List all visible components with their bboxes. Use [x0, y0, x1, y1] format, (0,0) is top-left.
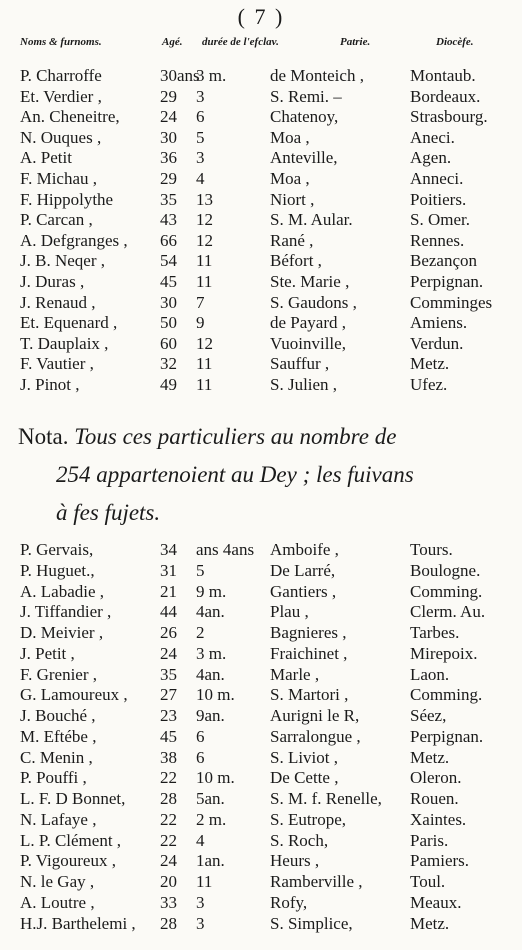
captive-patrie: Rofy, — [270, 892, 308, 912]
captive-patrie: Plau , — [270, 602, 309, 622]
captive-age: 43 — [160, 210, 177, 230]
table-row — [14, 210, 519, 231]
captive-patrie: S. Remi. – — [270, 86, 342, 106]
captive-name: P. Huguet., — [20, 560, 95, 580]
captive-diocese: Metz. — [410, 913, 450, 933]
captivity-duration: 9an. — [196, 706, 225, 725]
captive-diocese: Laon. — [410, 664, 450, 684]
captive-patrie: Rané , — [270, 230, 314, 250]
captivity-duration: 3 — [196, 86, 205, 106]
captive-name: F. Hippolythe — [20, 189, 114, 209]
captive-name: J. Tiffandier , — [20, 602, 112, 622]
captive-age: 30 — [160, 292, 177, 312]
captivity-duration: 3 — [196, 892, 205, 912]
captive-diocese: Agen. — [410, 148, 452, 168]
table-row — [14, 727, 519, 748]
captive-patrie: Aurigni le R, — [270, 706, 360, 725]
captivity-duration: 6 — [196, 747, 205, 767]
captive-age: 24 — [160, 107, 177, 127]
captive-patrie: Ste. Marie , — [270, 271, 350, 291]
captive-name: A. Loutre , — [20, 892, 95, 912]
captive-age: 66 — [160, 230, 177, 250]
captive-diocese: Amiens. — [410, 313, 468, 333]
captive-patrie: Anteville, — [270, 148, 338, 168]
captive-patrie: Vuoinville, — [270, 333, 346, 353]
captive-patrie: Bagnieres , — [270, 623, 347, 642]
captive-age: 23 — [160, 706, 177, 725]
captivity-duration: 4an. — [196, 602, 225, 622]
table-row — [14, 107, 519, 128]
captive-age: 35 — [160, 189, 177, 209]
captive-patrie: Niort , — [270, 189, 315, 209]
captivity-duration: 11 — [196, 271, 213, 291]
captive-name: T. Dauplaix , — [20, 333, 109, 353]
captives-table-subjects — [14, 540, 519, 934]
header-patrie: Patrie. — [340, 36, 371, 48]
captive-patrie: Amboife , — [270, 540, 339, 559]
captive-patrie: S. Roch, — [270, 830, 329, 850]
captive-age: 33 — [160, 892, 177, 912]
captive-patrie: Marle , — [270, 664, 320, 684]
captive-name: N. Lafaye , — [20, 809, 97, 829]
captive-diocese: Rouen. — [410, 789, 459, 808]
captive-age: 50 — [160, 313, 177, 333]
captive-age: 28 — [160, 913, 177, 933]
table-row — [14, 748, 519, 769]
captive-name: A. Labadie , — [20, 581, 105, 601]
captive-name: P. Pouffi , — [20, 768, 87, 788]
captive-name: P. Carcan , — [20, 210, 93, 230]
table-row — [14, 231, 519, 252]
table-row — [14, 872, 519, 893]
captive-name: L. P. Clément , — [20, 830, 122, 850]
captivity-duration: 4 — [196, 168, 205, 188]
captive-age: 24 — [160, 643, 177, 663]
captive-age: 32 — [160, 354, 177, 374]
table-row — [14, 190, 519, 211]
captive-name: J. Duras , — [20, 271, 85, 291]
captive-name: P. Vigoureux , — [20, 851, 116, 871]
captive-name: J. Bouché , — [20, 706, 96, 725]
captive-diocese: Strasbourg. — [410, 107, 488, 127]
table-row — [14, 851, 519, 872]
nota-label: Nota. — [18, 424, 69, 449]
captive-diocese: Anneci. — [410, 168, 464, 188]
captive-name: N. Ouques , — [20, 127, 102, 147]
captive-name: J. B. Neqer , — [20, 251, 105, 271]
nota-line-2: 254 appartenoient au Dey ; les fuivans — [56, 462, 414, 487]
captivity-duration: 11 — [196, 354, 213, 374]
table-row — [14, 768, 519, 789]
captive-diocese: Metz. — [410, 354, 450, 374]
captivity-duration: 12 — [196, 333, 213, 353]
captive-patrie: S. Simplice, — [270, 913, 353, 933]
column-headers — [14, 36, 514, 56]
captive-patrie: S. Liviot , — [270, 747, 339, 767]
captivity-duration: 10 m. — [196, 685, 235, 705]
table-row — [14, 169, 519, 190]
captive-diocese: Comming. — [410, 581, 483, 601]
table-row — [14, 685, 519, 706]
captive-age: 45 — [160, 726, 177, 746]
captive-patrie: S. M. Aular. — [270, 210, 353, 230]
captivity-duration: 10 m. — [196, 768, 235, 788]
captive-name: A. Defgranges , — [20, 230, 128, 250]
captive-diocese: Tarbes. — [410, 623, 460, 642]
captive-age: 27 — [160, 685, 177, 705]
captive-diocese: Montaub. — [410, 66, 476, 85]
captivity-duration: 9 m. — [196, 581, 227, 601]
table-row — [14, 914, 519, 935]
captive-patrie: Sauffur , — [270, 354, 330, 374]
header-diocese: Diocèfe. — [436, 36, 474, 48]
captive-diocese: Séez, — [410, 706, 447, 725]
table-row — [14, 665, 519, 686]
table-row — [14, 893, 519, 914]
captive-age: 29 — [160, 168, 177, 188]
captive-patrie: Moa , — [270, 127, 310, 147]
captivity-duration: 3 — [196, 148, 205, 168]
nota-paragraph — [18, 418, 513, 532]
table-row — [14, 251, 519, 272]
captive-name: Et. Verdier , — [20, 86, 102, 106]
captive-diocese: Pamiers. — [410, 851, 470, 871]
captivity-duration: 2 — [196, 623, 205, 642]
captive-patrie: De Cette , — [270, 768, 339, 788]
table-row — [14, 313, 519, 334]
captive-diocese: Verdun. — [410, 333, 464, 353]
captive-patrie: Fraichinet , — [270, 643, 348, 663]
captive-diocese: Oleron. — [410, 768, 462, 788]
captive-patrie: Sarralongue , — [270, 726, 361, 746]
captivity-duration: 11 — [196, 374, 213, 394]
captivity-duration: ans 4ans — [196, 540, 255, 559]
table-row — [14, 375, 519, 396]
captive-diocese: S. Omer. — [410, 210, 470, 230]
captive-patrie: de Monteich , — [270, 66, 364, 85]
captive-name: Et. Equenard , — [20, 313, 118, 333]
captive-patrie: S. Julien , — [270, 374, 338, 394]
captive-name: L. F. D Bonnet, — [20, 789, 126, 808]
captive-diocese: Poitiers. — [410, 189, 467, 209]
captive-diocese: Rennes. — [410, 230, 465, 250]
captive-patrie: Ramberville , — [270, 872, 363, 891]
table-row — [14, 789, 519, 810]
captivity-duration: 12 — [196, 210, 213, 230]
table-row — [14, 293, 519, 314]
captivity-duration: 7 — [196, 292, 205, 312]
captivity-duration: 5an. — [196, 789, 225, 808]
captive-patrie: Chatenoy, — [270, 107, 339, 127]
table-row — [14, 831, 519, 852]
captive-diocese: Comminges — [410, 292, 493, 312]
captive-age: 21 — [160, 581, 177, 601]
captive-name: D. Meivier , — [20, 623, 104, 642]
captive-diocese: Aneci. — [410, 127, 455, 147]
captive-diocese: Tours. — [410, 540, 453, 559]
header-name: Noms & furnoms. — [20, 36, 102, 48]
captive-name: P. Charroffe — [20, 66, 102, 85]
captivity-duration: 13 — [196, 189, 213, 209]
captive-diocese: Toul. — [410, 872, 446, 891]
captive-name: A. Petit — [20, 148, 72, 168]
captive-name: J. Renaud , — [20, 292, 96, 312]
captivity-duration: 5 — [196, 127, 205, 147]
captive-name: H.J. Barthelemi , — [20, 913, 136, 933]
captive-name: An. Cheneitre, — [20, 107, 120, 127]
captive-name: C. Menin , — [20, 747, 93, 767]
table-row — [14, 354, 519, 375]
captive-name: J. Petit , — [20, 643, 75, 663]
table-row — [14, 66, 519, 87]
captive-patrie: S. Martori , — [270, 685, 349, 705]
captive-diocese: Perpignan. — [410, 271, 484, 291]
table-row — [14, 540, 519, 561]
table-row — [14, 602, 519, 623]
captivity-duration: 6 — [196, 726, 205, 746]
nota-line-1: Tous ces particuliers au nombre de — [74, 424, 397, 449]
captive-patrie: S. Eutrope, — [270, 809, 347, 829]
table-row — [14, 334, 519, 355]
captive-age: 38 — [160, 747, 177, 767]
captive-age: 22 — [160, 830, 177, 850]
captivity-duration: 11 — [196, 872, 213, 891]
table-row — [14, 148, 519, 169]
captive-diocese: Bordeaux. — [410, 86, 481, 106]
table-row — [14, 582, 519, 603]
header-age: Agé. — [162, 36, 183, 48]
captivity-duration: 3 m. — [196, 643, 227, 663]
table-row — [14, 623, 519, 644]
captive-name: G. Lamoureux , — [20, 685, 128, 705]
captive-age: 30 — [160, 127, 177, 147]
captivity-duration: 2 m. — [196, 809, 227, 829]
captive-age: 29 — [160, 86, 177, 106]
captive-diocese: Clerm. Au. — [410, 602, 486, 622]
captive-age: 30ans — [160, 66, 200, 85]
captive-patrie: S. M. f. Renelle, — [270, 789, 382, 808]
captive-age: 20 — [160, 872, 177, 891]
captive-diocese: Perpignan. — [410, 726, 484, 746]
captive-patrie: De Larré, — [270, 560, 336, 580]
captivity-duration: 4an. — [196, 664, 225, 684]
captive-age: 31 — [160, 560, 177, 580]
table-row — [14, 272, 519, 293]
captive-age: 26 — [160, 623, 177, 642]
table-row — [14, 644, 519, 665]
captive-patrie: S. Gaudons , — [270, 292, 357, 312]
captive-name: M. Eftébe , — [20, 726, 97, 746]
table-row — [14, 128, 519, 149]
captivity-duration: 1an. — [196, 851, 225, 871]
captive-age: 22 — [160, 768, 177, 788]
captive-diocese: Comming. — [410, 685, 483, 705]
header-duration: durée de l'efclav. — [202, 36, 279, 48]
captivity-duration: 9 — [196, 313, 205, 333]
captives-table-dey — [14, 66, 519, 396]
captive-name: P. Gervais, — [20, 540, 94, 559]
captive-name: F. Vautier , — [20, 354, 94, 374]
captive-age: 35 — [160, 664, 177, 684]
captive-patrie: Gantiers , — [270, 581, 337, 601]
captive-diocese: Bezançon — [410, 251, 478, 271]
table-row — [14, 561, 519, 582]
captivity-duration: 6 — [196, 107, 205, 127]
captive-age: 34 — [160, 540, 177, 559]
captive-patrie: Moa , — [270, 168, 310, 188]
captive-patrie: de Payard , — [270, 313, 347, 333]
captive-name: F. Grenier , — [20, 664, 98, 684]
captive-age: 24 — [160, 851, 177, 871]
captive-age: 36 — [160, 148, 177, 168]
captive-diocese: Xaintes. — [410, 809, 467, 829]
captive-name: N. le Gay , — [20, 872, 95, 891]
captive-name: F. Michau , — [20, 168, 98, 188]
captive-age: 60 — [160, 333, 177, 353]
captivity-duration: 11 — [196, 251, 213, 271]
captive-age: 44 — [160, 602, 177, 622]
captive-age: 54 — [160, 251, 177, 271]
nota-line-3: à fes fujets. — [56, 500, 161, 525]
captive-diocese: Metz. — [410, 747, 450, 767]
captive-diocese: Mirepoix. — [410, 643, 478, 663]
captive-diocese: Paris. — [410, 830, 449, 850]
captivity-duration: 3 — [196, 913, 205, 933]
captivity-duration: 4 — [196, 830, 205, 850]
captive-age: 28 — [160, 789, 177, 808]
captive-age: 22 — [160, 809, 177, 829]
page-number: ( 7 ) — [237, 4, 285, 29]
captive-age: 45 — [160, 271, 177, 291]
captivity-duration: 5 — [196, 560, 205, 580]
captive-diocese: Meaux. — [410, 892, 462, 912]
captivity-duration: 3 m. — [196, 66, 227, 85]
captive-patrie: Heurs , — [270, 851, 320, 871]
captive-age: 49 — [160, 374, 177, 394]
table-row — [14, 87, 519, 108]
table-row — [14, 810, 519, 831]
captive-diocese: Ufez. — [410, 374, 448, 394]
captivity-duration: 12 — [196, 230, 213, 250]
captive-diocese: Boulogne. — [410, 560, 481, 580]
captive-name: J. Pinot , — [20, 374, 80, 394]
table-row — [14, 706, 519, 727]
captive-patrie: Béfort , — [270, 251, 322, 271]
